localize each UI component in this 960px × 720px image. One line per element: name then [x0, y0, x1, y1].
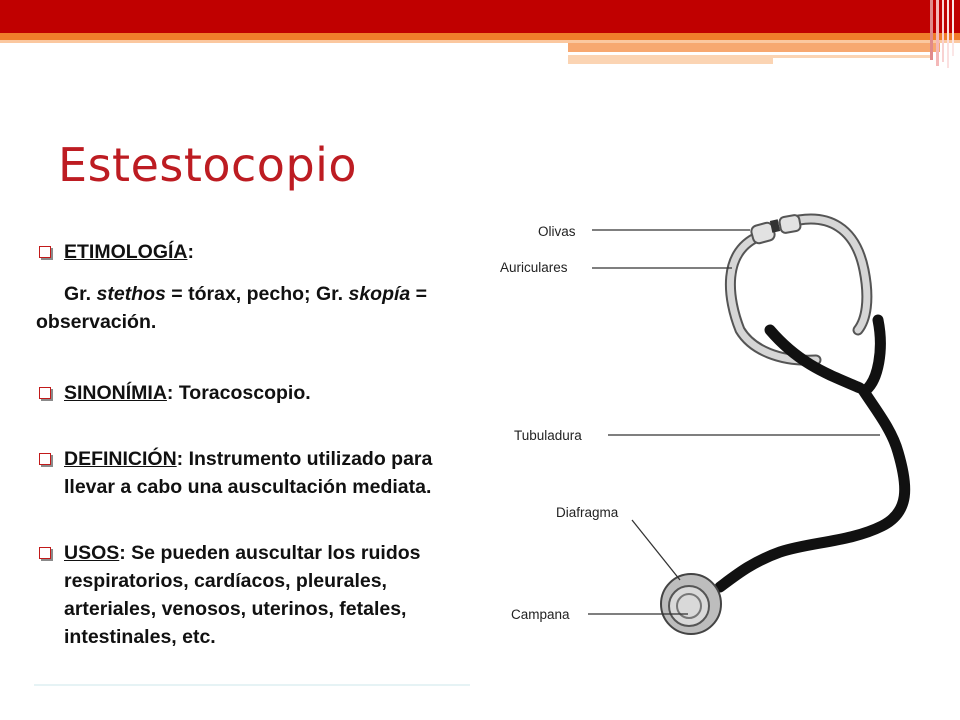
definicion-text: llevar a cabo una auscultación mediata.: [64, 476, 432, 498]
bullet-sinonimia: SINONÍMIA: Toracoscopio.: [36, 379, 476, 407]
header-decoration: [0, 0, 960, 70]
term-definicion: DEFINICIÓN: [64, 448, 177, 470]
etimologia-text: Gr. stethos = tórax, pecho; Gr. skopía = observación.: [36, 283, 428, 333]
checkbox-icon: [39, 547, 51, 559]
label-campana: Campana: [511, 607, 570, 622]
bullet-usos: USOS: Se pueden auscultar los ruidos respiratorios, cardíacos, pleurales, arteriales, venosos, uterinos, fetales, intestinales, etc.: [36, 539, 476, 651]
slide-title: Estestocopio: [58, 138, 358, 192]
label-tubuladura: Tubuladura: [514, 428, 582, 443]
checkbox-icon: [39, 246, 51, 258]
label-auriculares: Auriculares: [500, 260, 568, 275]
bullet-etimologia: ETIMOLOGÍA: Gr. stethos = tórax, pecho; Gr. skopía = observación.: [36, 238, 476, 336]
divider: [34, 684, 470, 686]
stethoscope-diagram: [480, 190, 960, 660]
term-sinonimia: SINONÍMIA: [64, 382, 167, 404]
usos-text: respiratorios, cardíacos, pleurales, arteriales, venosos, uterinos, fetales, intestinales, etc.: [64, 570, 407, 648]
term-etimologia: ETIMOLOGÍA: [64, 241, 188, 263]
label-diafragma: Diafragma: [556, 505, 619, 520]
checkbox-icon: [39, 453, 51, 465]
bullet-definicion: DEFINICIÓN: Instrumento utilizado para llevar a cabo una auscultación mediata.: [36, 445, 476, 501]
label-olivas: Olivas: [538, 224, 576, 239]
term-usos: USOS: [64, 542, 120, 564]
bullet-list: [36, 238, 476, 651]
checkbox-icon: [39, 387, 51, 399]
